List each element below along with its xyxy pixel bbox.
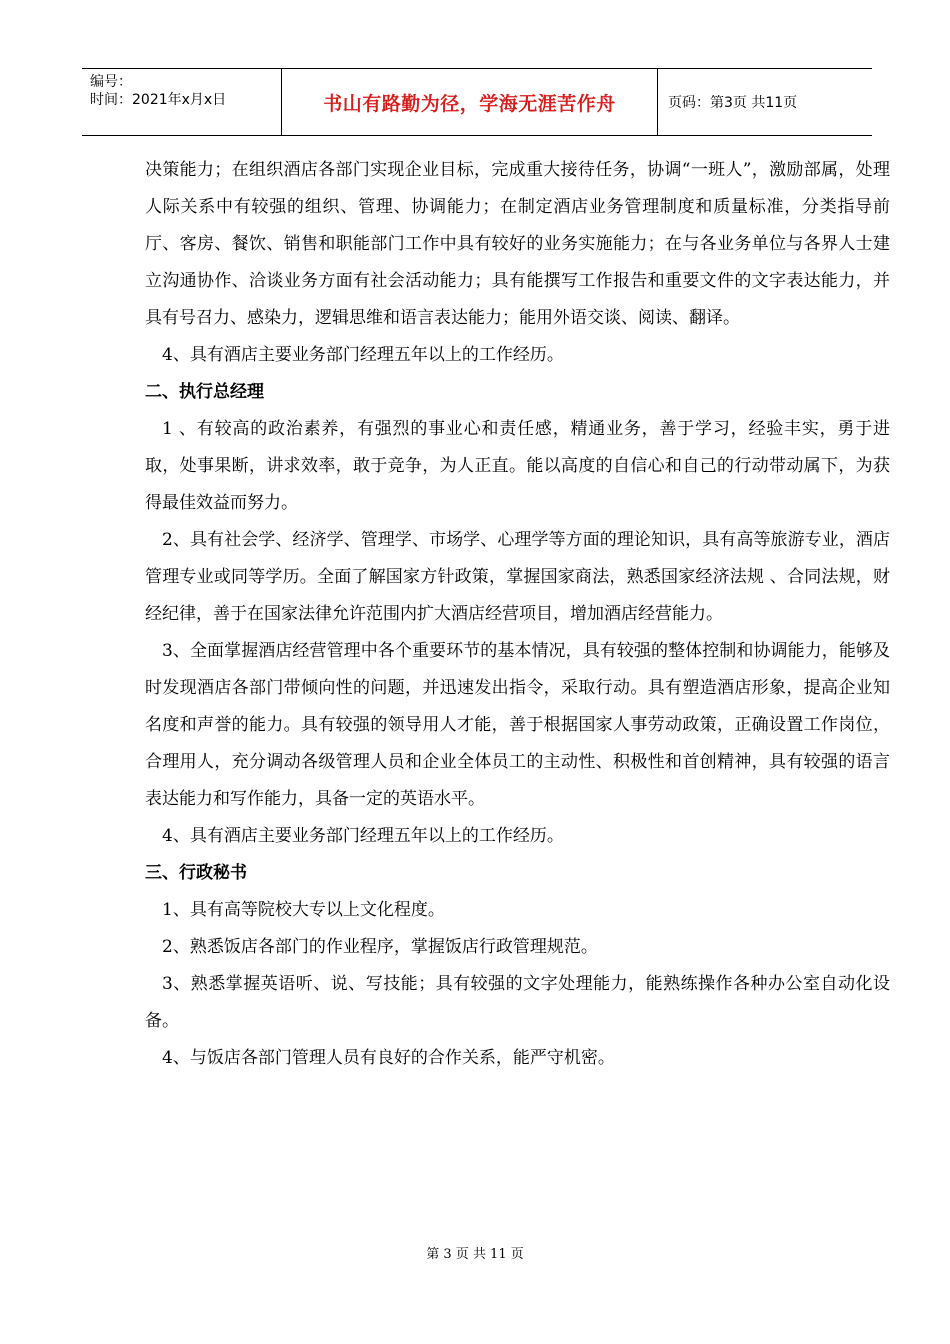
paragraph: 2、熟悉饭店各部门的作业程序，掌握饭店行政管理规范。: [162, 937, 598, 957]
time-label: 时间：2021年x月x日: [90, 92, 227, 108]
section-heading: 三、行政秘书: [145, 863, 247, 883]
paragraph: 决策能力；在组织酒店各部门实现企业目标，完成重大接待任务，协调“一班人”，激励部属，处理人际关系中有较强的组织、管理、协调能力；在制定酒店业务管理制度和质量标准，分类指导前厅、客房、餐饮、销售和职能部门工作中具有较好的业务实施能力；在与各业务单位与各界人士建立沟通协作、洽谈业务方面有社会活动能力；具有能撰写工作报告和重要文件的文字表达能力，并具有号召力、感染力，逻辑思维和语言表达能力；能用外语交谈、阅读、翻译。: [145, 160, 890, 328]
document-body: [145, 152, 890, 1077]
document-header: [82, 68, 872, 136]
section-heading: 二、执行总经理: [145, 382, 264, 402]
header-motto: 书山有路勤为径，学海无涯苦作舟: [282, 69, 658, 135]
number-label: 编号：: [90, 74, 132, 90]
paragraph: 1、具有高等院校大专以上文化程度。: [162, 900, 445, 920]
paragraph: 4、具有酒店主要业务部门经理五年以上的工作经历。: [162, 345, 564, 365]
page-footer: 第 3 页 共 11 页: [426, 1247, 524, 1262]
header-page-info: 页码：第3页 共11页: [668, 95, 798, 111]
header-info-cell: [82, 69, 282, 135]
paragraph: 3、熟悉掌握英语听、说、写技能；具有较强的文字处理能力，能熟练操作各种办公室自动化设备。: [145, 974, 890, 1031]
paragraph: 4、具有酒店主要业务部门经理五年以上的工作经历。: [162, 826, 564, 846]
paragraph: 4、与饭店各部门管理人员有良好的合作关系，能严守机密。: [162, 1048, 615, 1068]
paragraph: 3、全面掌握酒店经营管理中各个重要环节的基本情况，具有较强的整体控制和协调能力，能够及时发现酒店各部门带倾向性的问题，并迅速发出指令，采取行动。具有塑造酒店形象，提高企业知名度和声誉的能力。具有较强的领导用人才能，善于根据国家人事劳动政策，正确设置工作岗位，合理用人，充分调动各级管理人员和企业全体员工的主动性、积极性和首创精神，具有较强的语言表达能力和写作能力，具备一定的英语水平。: [145, 641, 890, 809]
paragraph: 1 、有较高的政治素养，有强烈的事业心和责任感，精通业务，善于学习，经验丰实，勇于进取，处事果断，讲求效率，敢于竞争，为人正直。能以高度的自信心和自己的行动带动属下，为获得最佳效益而努力。: [145, 419, 890, 513]
paragraph: 2、具有社会学、经济学、管理学、市场学、心理学等方面的理论知识，具有高等旅游专业，酒店管理专业或同等学历。全面了解国家方针政策，掌握国家商法，熟悉国家经济法规 、合同法规，财经纪律，善于在国家法律允许范围内扩大酒店经营项目，增加酒店经营能力。: [145, 530, 890, 624]
